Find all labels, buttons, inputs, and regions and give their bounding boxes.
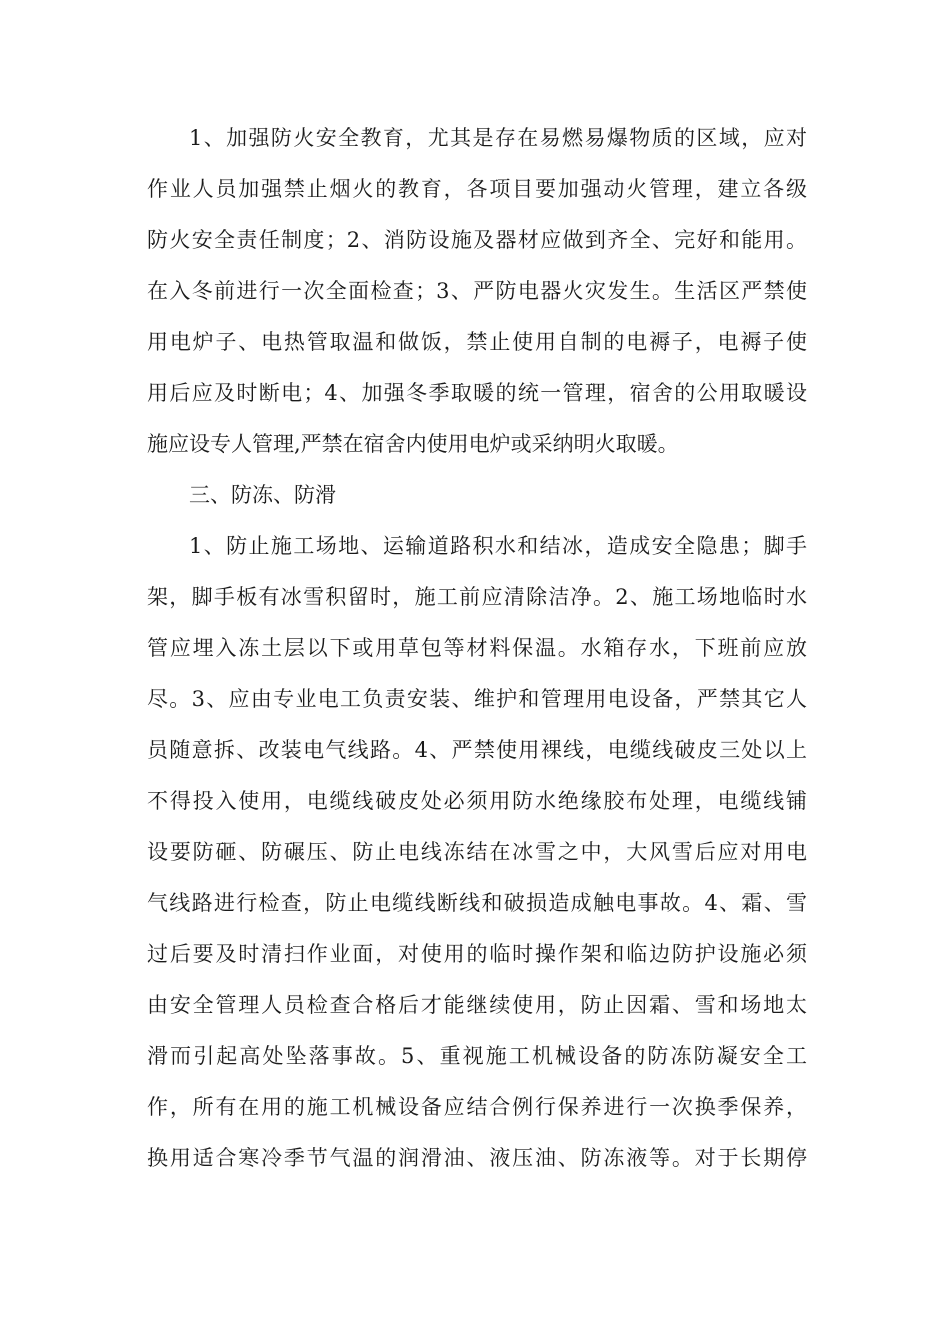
document-body xyxy=(147,113,807,1184)
paragraph-fire-safety-line-4: 在入冬前进行一次全面检查；3、严防电器火灾发生。生活区严禁使 xyxy=(147,279,807,303)
paragraph-antifreeze-line-13: 换用适合寒冷季节气温的润滑油、液压油、防冻液等。对于长期停 xyxy=(147,1146,807,1170)
paragraph-antifreeze-line-1: 1、防止施工场地、运输道路积水和结冰，造成安全隐患；脚手 xyxy=(189,534,807,558)
paragraph-antifreeze-line-11: 滑而引起高处坠落事故。5、重视施工机械设备的防冻防凝安全工 xyxy=(147,1044,807,1068)
section-heading: 三、防冻、防滑 xyxy=(189,483,336,507)
paragraph-antifreeze-line-9: 过后要及时清扫作业面，对使用的临时操作架和临边防护设施必须 xyxy=(147,942,807,966)
paragraph-fire-safety-line-5: 用电炉子、电热管取温和做饭，禁止使用自制的电褥子，电褥子使 xyxy=(147,330,807,354)
paragraph-fire-safety-line-6: 用后应及时断电；4、加强冬季取暖的统一管理，宿舍的公用取暖设 xyxy=(147,381,807,405)
paragraph-antifreeze-line-2: 架，脚手板有冰雪积留时，施工前应清除洁净。2、施工场地临时水 xyxy=(147,585,807,609)
paragraph-fire-safety-line-2: 作业人员加强禁止烟火的教育，各项目要加强动火管理，建立各级 xyxy=(147,177,807,201)
paragraph-fire-safety-line-1: 1、加强防火安全教育，尤其是存在易燃易爆物质的区域，应对 xyxy=(189,126,807,150)
paragraph-antifreeze-line-6: 不得投入使用，电缆线破皮处必须用防水绝缘胶布处理，电缆线铺 xyxy=(147,789,807,813)
paragraph-fire-safety-line-7: 施应设专人管理,严禁在宿舍内使用电炉或采纳明火取暖。 xyxy=(147,432,679,456)
paragraph-antifreeze-line-4: 尽。3、应由专业电工负责安装、维护和管理用电设备，严禁其它人 xyxy=(147,687,807,711)
paragraph-antifreeze-line-3: 管应埋入冻土层以下或用草包等材料保温。水箱存水，下班前应放 xyxy=(147,636,807,660)
paragraph-antifreeze-line-7: 设要防砸、防碾压、防止电线冻结在冰雪之中，大风雪后应对用电 xyxy=(147,840,807,864)
paragraph-antifreeze-line-10: 由安全管理人员检查合格后才能继续使用，防止因霜、雪和场地太 xyxy=(147,993,807,1017)
paragraph-antifreeze-line-5: 员随意拆、改装电气线路。4、严禁使用裸线，电缆线破皮三处以上 xyxy=(147,738,807,762)
paragraph-fire-safety-line-3: 防火安全责任制度；2、消防设施及器材应做到齐全、完好和能用。 xyxy=(147,228,807,252)
paragraph-antifreeze-line-12: 作，所有在用的施工机械设备应结合例行保养进行一次换季保养， xyxy=(147,1095,807,1119)
paragraph-antifreeze-line-8: 气线路进行检查，防止电缆线断线和破损造成触电事故。4、霜、雪 xyxy=(147,891,807,915)
